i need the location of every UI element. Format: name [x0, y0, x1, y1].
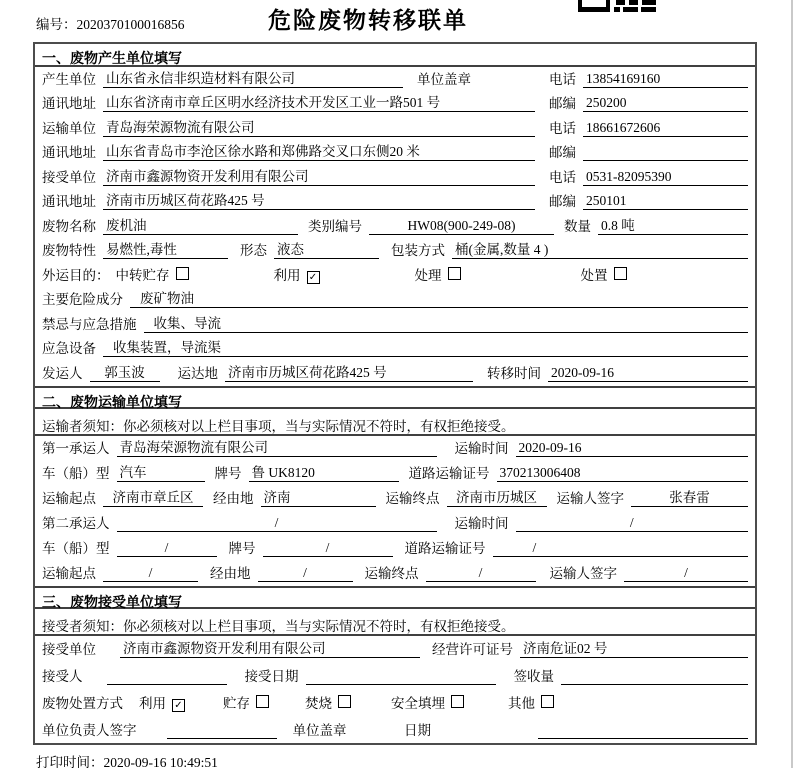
- route1-sign-label: 运输人签字: [556, 490, 624, 506]
- route2-start-value: /: [103, 565, 198, 582]
- checkbox-treat: [448, 267, 461, 280]
- row-transporter: [35, 116, 755, 141]
- route2-end-label: 运输终点: [364, 565, 419, 581]
- route1-via-label: 经由地: [213, 490, 254, 506]
- disposal-option-incinerate: 焚烧: [305, 692, 351, 712]
- row-disposal: [35, 689, 755, 716]
- disposal-option-storage: 贮存: [223, 692, 269, 712]
- waste-form-label: 形态: [240, 243, 267, 258]
- disposal-option-landfill: 安全填埋: [391, 692, 464, 712]
- measures-label: 禁忌与应急措施: [42, 316, 137, 332]
- shipper-dest-value: 济南市历城区荷花路425 号: [225, 361, 473, 382]
- accept-unit-label: 接受单位: [42, 642, 96, 658]
- accept-unit-value: 济南市鑫源物资开发利用有限公司: [120, 637, 420, 658]
- route2-sign-value: /: [624, 565, 748, 582]
- transporter-phone-label: 电话: [549, 120, 576, 136]
- carrier2-value: /: [117, 515, 437, 532]
- row-equipment: [35, 337, 755, 362]
- vehicle1-license-value: 370213006408: [497, 465, 749, 482]
- carrier1-time-value: 2020-09-16: [516, 440, 749, 457]
- row-purpose: [35, 263, 755, 288]
- checkbox-transfer-storage: [176, 267, 189, 280]
- row-carrier2: [35, 511, 755, 536]
- row-waste-name: [35, 214, 755, 239]
- transporter-phone-value: 18661672606: [583, 120, 748, 137]
- route1-end-label: 运输终点: [385, 490, 440, 506]
- route2-sign-label: 运输人签字: [549, 565, 617, 581]
- hazard-label: 主要危险成分: [42, 292, 123, 307]
- checkbox-utilize: ✓: [307, 271, 320, 284]
- serial-label: 编号：: [36, 17, 77, 32]
- route1-start-value: 济南市章丘区: [103, 486, 203, 507]
- hazard-value: 废矿物油: [130, 287, 748, 308]
- vehicle2-value: /: [117, 540, 217, 557]
- waste-category-label: 类别编号: [308, 218, 362, 234]
- waste-qty-value: 0.8 吨: [598, 214, 748, 235]
- route1-start-label: 运输起点: [42, 490, 96, 506]
- row-transporter-address: [35, 141, 755, 166]
- row-hazard: [35, 288, 755, 313]
- operating-license-label: 经营许可证号: [432, 642, 513, 658]
- route2-via-value: /: [258, 565, 353, 582]
- waste-name-label: 废物名称: [42, 218, 96, 234]
- checkbox-disposal-incinerate: [338, 695, 351, 708]
- receiver-value: 济南市鑫源物资开发利用有限公司: [103, 165, 535, 186]
- row-vehicle1: [35, 461, 755, 486]
- document-header: [0, 0, 796, 42]
- acceptor-label: 接受人: [42, 669, 83, 684]
- waste-props-value: 易燃性,毒性: [103, 238, 228, 259]
- receiver-address-label: 通讯地址: [42, 194, 96, 209]
- checkbox-dispose: [614, 267, 627, 280]
- carrier2-time-label: 运输时间: [454, 515, 509, 531]
- checkbox-disposal-storage: [256, 695, 269, 708]
- page-edge-line: [791, 0, 793, 768]
- purpose-option-utilize: 利用 ✓: [274, 264, 320, 284]
- vehicle1-plate-value: 鲁 UK8120: [249, 461, 399, 482]
- producer-value: 山东省永信非织造材料有限公司: [103, 67, 403, 88]
- section2-header: 二、废物运输单位填写: [35, 386, 755, 409]
- transporter-address-label: 通讯地址: [42, 145, 96, 160]
- transporter-zip-value: [583, 144, 748, 161]
- shipper-value: 郭玉波: [90, 361, 160, 382]
- route2-end-value: /: [426, 565, 536, 582]
- row-waste-props: [35, 239, 755, 264]
- waste-packing-value: 桶(金属,数量 4 ): [452, 238, 748, 259]
- route1-sign-value: 张春雷: [631, 486, 748, 507]
- checkbox-disposal-other: [541, 695, 554, 708]
- producer-label: 产生单位: [42, 71, 96, 87]
- disposal-option-other: 其他: [508, 692, 554, 712]
- print-time-label: 打印时间：: [36, 755, 104, 768]
- section3-notice: 接受者须知：你必须核对以上栏目事项，当与实际情况不符时，有权拒绝接受。: [35, 609, 755, 636]
- section3-header: 三、废物接受单位填写: [35, 586, 755, 609]
- shipper-dest-label: 运达地: [177, 365, 218, 381]
- producer-address-label: 通讯地址: [42, 96, 96, 111]
- unit-seal-label: 单位盖章: [292, 722, 347, 738]
- print-time-line: [36, 751, 218, 768]
- row-receiver-address: [35, 190, 755, 215]
- row-vehicle2: [35, 536, 755, 561]
- date-value: [538, 722, 748, 739]
- transfer-time-label: 转移时间: [487, 365, 541, 381]
- checkbox-disposal-landfill: [451, 695, 464, 708]
- transporter-zip-label: 邮编: [549, 145, 576, 160]
- qr-code-fragment-icon: [578, 0, 656, 16]
- route1-end-value: 济南市历城区: [447, 486, 547, 507]
- signed-qty-label: 签收量: [513, 669, 554, 684]
- section2-notice: 运输者须知：你必须核对以上栏目事项，当与实际情况不符时，有权拒绝接受。: [35, 409, 755, 436]
- page-title: 危险废物转移联单: [268, 7, 468, 33]
- receiver-address-value: 济南市历城区荷花路425 号: [103, 189, 535, 210]
- row-shipper: [35, 361, 755, 386]
- carrier1-label: 第一承运人: [42, 440, 110, 456]
- row-producer-address: [35, 92, 755, 117]
- producer-phone-label: 电话: [549, 71, 576, 87]
- producer-zip-value: 250200: [583, 95, 748, 112]
- operating-license-value: 济南危证02 号: [520, 637, 748, 658]
- producer-zip-label: 邮编: [549, 96, 576, 111]
- route2-via-label: 经由地: [210, 565, 251, 581]
- equipment-value: 收集装置，导流渠: [103, 336, 748, 357]
- section3: [35, 586, 755, 743]
- transfer-form-table: [33, 42, 757, 745]
- disposal-option-utilize: 利用 ✓: [139, 692, 185, 712]
- acceptor-value: [107, 668, 227, 685]
- carrier1-time-label: 运输时间: [454, 440, 509, 456]
- accept-date-value: [306, 668, 496, 685]
- transfer-time-value: 2020-09-16: [548, 365, 748, 382]
- date-label: 日期: [404, 722, 431, 738]
- producer-phone-value: 13854169160: [583, 71, 748, 88]
- waste-name-value: 废机油: [103, 214, 298, 235]
- producer-address-value: 山东省济南市章丘区明水经济技术开发区工业一路501 号: [103, 91, 535, 112]
- row-route2: [35, 561, 755, 586]
- vehicle2-plate-value: /: [263, 540, 393, 557]
- signed-qty-value: [561, 668, 748, 685]
- disposal-label: 废物处置方式: [42, 695, 123, 711]
- row-receiver: [35, 165, 755, 190]
- row-route1: [35, 486, 755, 511]
- waste-props-label: 废物特性: [42, 243, 96, 258]
- route1-via-value: 济南: [261, 486, 376, 507]
- row-carrier1: [35, 436, 755, 461]
- carrier2-label: 第二承运人: [42, 515, 110, 531]
- carrier1-value: 青岛海荣源物流有限公司: [117, 436, 437, 457]
- row-acceptor: [35, 662, 755, 689]
- vehicle1-label: 车（船）型: [42, 465, 110, 481]
- vehicle2-label: 车（船）型: [42, 540, 110, 556]
- accept-date-label: 接受日期: [244, 669, 299, 684]
- vehicle2-license-value: /: [493, 540, 749, 557]
- vehicle2-plate-label: 牌号: [228, 540, 256, 556]
- purpose-option-treat: 处理: [415, 264, 461, 284]
- receiver-zip-label: 邮编: [549, 194, 576, 209]
- transporter-address-value: 山东省青岛市李沧区徐水路和郑佛路交叉口东侧20 米: [103, 140, 535, 161]
- vehicle1-plate-label: 牌号: [214, 465, 242, 481]
- serial-value: 2020370100016856: [76, 17, 185, 32]
- equipment-label: 应急设备: [42, 341, 96, 356]
- waste-category-value: HW08(900-249-08): [369, 218, 554, 235]
- vehicle2-license-label: 道路运输证号: [404, 540, 486, 556]
- row-producer: [35, 67, 755, 92]
- receiver-phone-label: 电话: [549, 169, 576, 185]
- waste-qty-label: 数量: [564, 218, 591, 234]
- section1-header: 一、废物产生单位填写: [35, 44, 755, 67]
- purpose-option-dispose: 处置: [581, 264, 627, 284]
- vehicle1-license-label: 道路运输证号: [408, 465, 490, 481]
- waste-form-value: 液态: [274, 238, 379, 259]
- carrier2-time-value: /: [516, 515, 749, 532]
- section2: [35, 386, 755, 586]
- vehicle1-value: 汽车: [117, 461, 205, 482]
- purpose-label: 外运目的：: [42, 267, 110, 283]
- row-accept-unit: [35, 636, 755, 663]
- row-responsible-signature: [35, 716, 755, 743]
- transporter-label: 运输单位: [42, 120, 96, 136]
- responsible-sign-label: 单位负责人签字: [42, 722, 137, 738]
- receiver-zip-value: 250101: [583, 193, 748, 210]
- responsible-sign-value: [167, 722, 277, 739]
- receiver-phone-value: 0531-82095390: [583, 169, 748, 186]
- checkbox-disposal-utilize: ✓: [172, 699, 185, 712]
- receiver-label: 接受单位: [42, 169, 96, 185]
- measures-value: 收集、导流: [144, 312, 749, 333]
- waste-packing-label: 包装方式: [391, 243, 445, 258]
- row-measures: [35, 312, 755, 337]
- producer-seal-label: 单位盖章: [417, 71, 471, 87]
- transporter-value: 青岛海荣源物流有限公司: [103, 116, 535, 137]
- route2-start-label: 运输起点: [42, 565, 96, 581]
- shipper-label: 发运人: [42, 365, 83, 381]
- print-time-value: 2020-09-16 10:49:51: [103, 755, 218, 768]
- purpose-option-transfer-storage: 中转贮存: [116, 264, 189, 284]
